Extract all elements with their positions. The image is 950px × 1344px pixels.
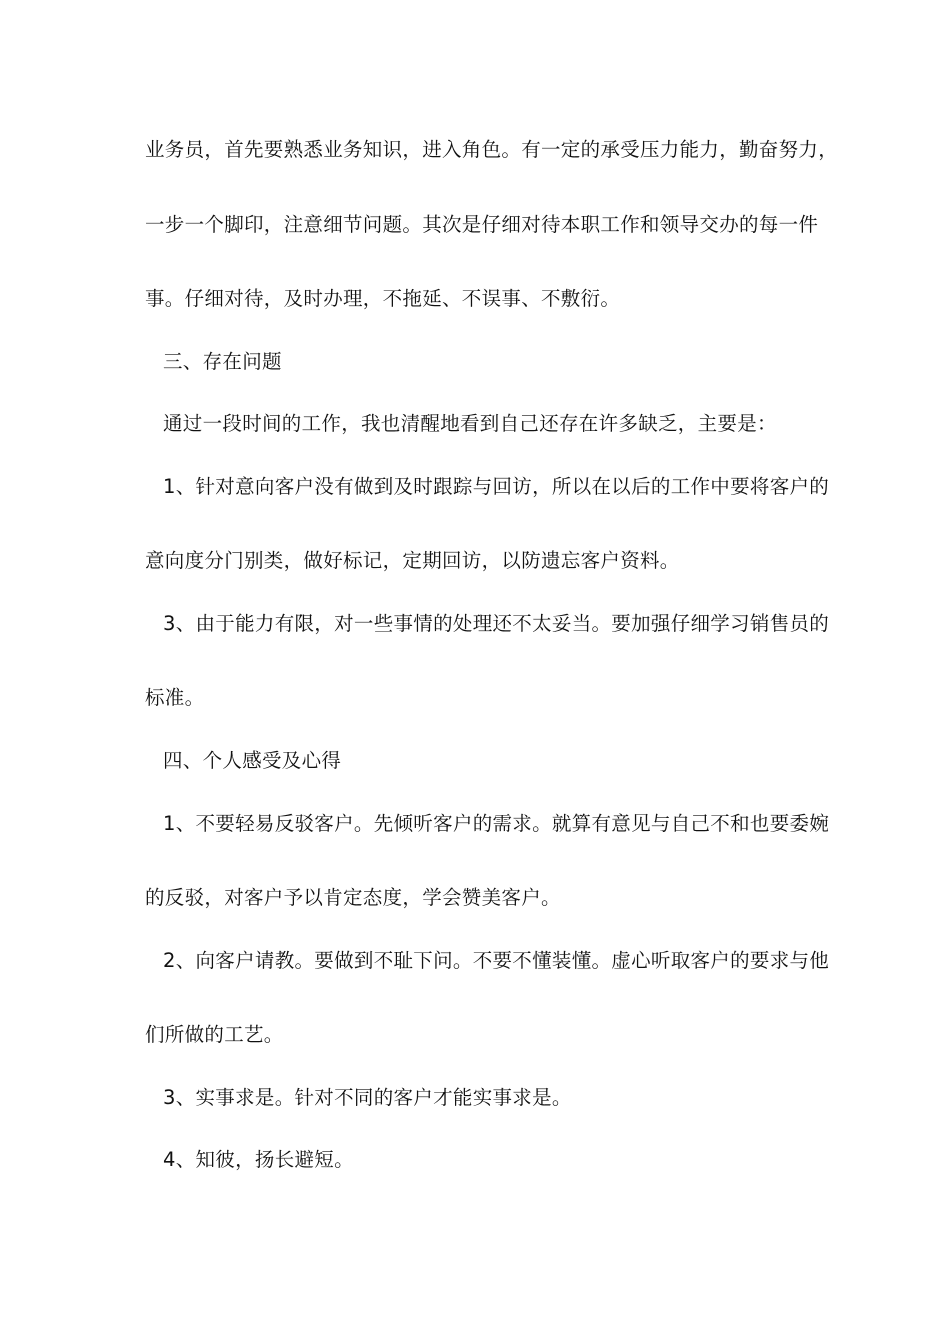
paragraph-line: 们所做的工艺。 xyxy=(145,1023,284,1046)
paragraph-line: 意向度分门别类，做好标记，定期回访，以防遗忘客户资料。 xyxy=(145,549,680,572)
list-item: 3、由于能力有限，对一些事情的处理还不太妥当。要加强仔细学习销售员的 xyxy=(163,612,830,635)
list-item: 3、实事求是。针对不同的客户才能实事求是。 xyxy=(163,1086,572,1109)
paragraph-line: 事。仔细对待，及时办理，不拖延、不误事、不敷衍。 xyxy=(145,287,621,310)
paragraph-line: 业务员，首先要熟悉业务知识，进入角色。有一定的承受压力能力，勤奋努力， xyxy=(145,138,839,161)
paragraph-line: 通过一段时间的工作，我也清醒地看到自己还存在许多缺乏，主要是： xyxy=(163,412,777,435)
list-item: 4、知彼，扬长避短。 xyxy=(163,1148,354,1171)
paragraph-line: 标准。 xyxy=(145,686,205,709)
paragraph-line: 一步一个脚印，注意细节问题。其次是仔细对待本职工作和领导交办的每一件 xyxy=(145,213,819,236)
list-item: 1、不要轻易反驳客户。先倾听客户的需求。就算有意见与自己不和也要委婉 xyxy=(163,812,830,835)
list-item: 2、向客户请教。要做到不耻下问。不要不懂装懂。虚心听取客户的要求与他 xyxy=(163,949,830,972)
paragraph-line: 的反驳，对客户予以肯定态度，学会赞美客户。 xyxy=(145,886,561,909)
section-heading: 四、个人感受及心得 xyxy=(163,749,342,772)
list-item: 1、针对意向客户没有做到及时跟踪与回访，所以在以后的工作中要将客户的 xyxy=(163,475,830,498)
section-heading: 三、存在问题 xyxy=(163,350,282,373)
